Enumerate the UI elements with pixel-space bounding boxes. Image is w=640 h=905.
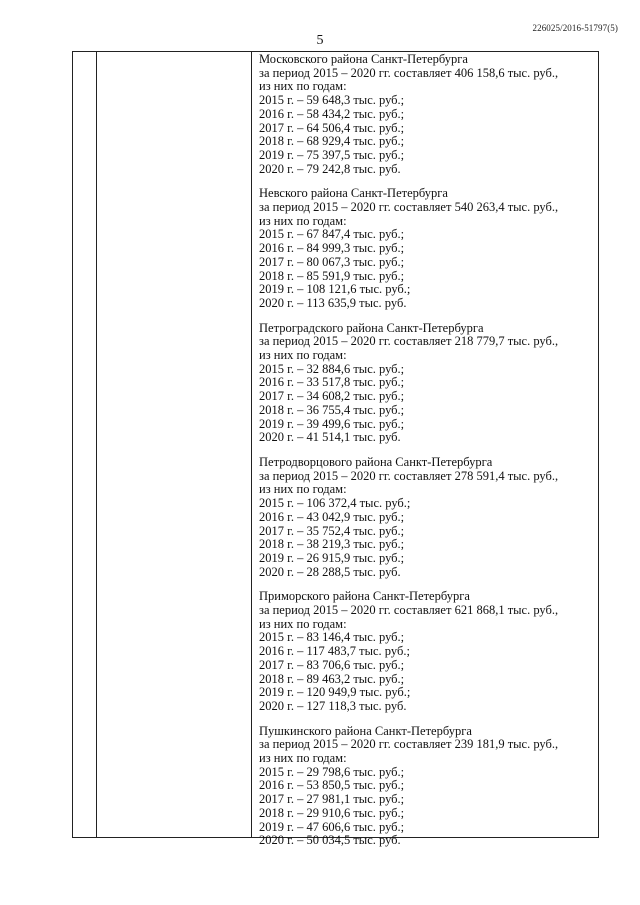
year-line: 2016 г. – 58 434,2 тыс. руб.; xyxy=(259,106,405,121)
year-line: 2015 г. – 67 847,4 тыс. руб.; xyxy=(259,227,405,242)
year-line: 2020 г. – 79 242,8 тыс. руб. xyxy=(259,161,401,176)
year-line: 2016 г. – 53 850,5 тыс. руб.; xyxy=(259,778,405,793)
year-line: 2016 г. – 43 042,9 тыс. руб.; xyxy=(259,509,405,524)
years-subheading: из них по годам: xyxy=(259,751,347,766)
year-line: 2015 г. – 83 146,4 тыс. руб.; xyxy=(259,630,405,645)
year-line: 2016 г. – 33 517,8 тыс. руб.; xyxy=(259,375,405,390)
year-line: 2015 г. – 106 372,4 тыс. руб.; xyxy=(259,496,411,511)
year-line: 2019 г. – 120 949,9 тыс. руб.; xyxy=(259,685,411,700)
year-line: 2018 г. – 29 910,6 тыс. руб.; xyxy=(259,805,405,820)
year-line: 2019 г. – 39 499,6 тыс. руб.; xyxy=(259,416,405,431)
year-line: 2020 г. – 50 034,5 тыс. руб. xyxy=(259,833,401,848)
years-subheading: из них по годам: xyxy=(259,348,347,363)
year-line: 2020 г. – 28 288,5 тыс. руб. xyxy=(259,564,401,579)
district-block-moskovsky xyxy=(259,53,590,176)
years-subheading: из них по годам: xyxy=(259,79,347,94)
years-subheading: из них по годам: xyxy=(259,482,347,497)
district-total: за период 2015 – 2020 гг. составляет 406 158,6 тыс. руб., xyxy=(259,65,559,80)
district-block-primorsky xyxy=(259,590,590,713)
year-line: 2015 г. – 59 648,3 тыс. руб.; xyxy=(259,93,405,108)
column-divider-1 xyxy=(96,51,97,837)
year-line: 2016 г. – 84 999,3 тыс. руб.; xyxy=(259,241,405,256)
document-table xyxy=(72,51,599,848)
district-block-pushkinsky xyxy=(259,725,590,848)
year-line: 2017 г. – 80 067,3 тыс. руб.; xyxy=(259,254,405,269)
year-line: 2020 г. – 127 118,3 тыс. руб. xyxy=(259,698,407,713)
year-line: 2019 г. – 47 606,6 тыс. руб.; xyxy=(259,819,405,834)
table-content-cell xyxy=(259,53,590,859)
year-line: 2019 г. – 108 121,6 тыс. руб.; xyxy=(259,282,411,297)
district-total: за период 2015 – 2020 гг. составляет 278 591,4 тыс. руб., xyxy=(259,468,559,483)
year-line: 2018 г. – 89 463,2 тыс. руб.; xyxy=(259,671,405,686)
year-line: 2019 г. – 26 915,9 тыс. руб.; xyxy=(259,550,405,565)
district-block-nevsky xyxy=(259,187,590,310)
year-line: 2016 г. – 117 483,7 тыс. руб.; xyxy=(259,644,410,659)
district-total: за период 2015 – 2020 гг. составляет 540 263,4 тыс. руб., xyxy=(259,200,559,215)
year-line: 2015 г. – 32 884,6 тыс. руб.; xyxy=(259,361,405,376)
district-name: Пушкинского района Санкт-Петербурга xyxy=(259,723,472,738)
district-total: за период 2015 – 2020 гг. составляет 239 181,9 тыс. руб., xyxy=(259,737,559,752)
district-name: Приморского района Санкт-Петербурга xyxy=(259,589,470,604)
year-line: 2019 г. – 75 397,5 тыс. руб.; xyxy=(259,147,405,162)
year-line: 2020 г. – 113 635,9 тыс. руб. xyxy=(259,295,407,310)
year-line: 2018 г. – 38 219,3 тыс. руб.; xyxy=(259,537,405,552)
district-name: Петродворцового района Санкт-Петербурга xyxy=(259,454,493,469)
years-subheading: из них по годам: xyxy=(259,213,347,228)
column-divider-2 xyxy=(251,51,252,837)
years-subheading: из них по годам: xyxy=(259,616,347,631)
district-total: за период 2015 – 2020 гг. составляет 218 779,7 тыс. руб., xyxy=(259,334,559,349)
district-block-petrodvortsovy xyxy=(259,456,590,579)
year-line: 2017 г. – 64 506,4 тыс. руб.; xyxy=(259,120,405,135)
district-name: Московского района Санкт-Петербурга xyxy=(259,52,468,66)
year-line: 2017 г. – 35 752,4 тыс. руб.; xyxy=(259,523,405,538)
district-name: Невского района Санкт-Петербурга xyxy=(259,186,448,201)
page-number: 5 xyxy=(316,33,324,48)
year-line: 2018 г. – 85 591,9 тыс. руб.; xyxy=(259,268,405,283)
year-line: 2017 г. – 27 981,1 тыс. руб.; xyxy=(259,792,405,807)
year-line: 2017 г. – 83 706,6 тыс. руб.; xyxy=(259,657,405,672)
document-id: 226025/2016-51797(5) xyxy=(532,23,618,33)
district-name: Петроградского района Санкт-Петербурга xyxy=(259,320,484,335)
year-line: 2015 г. – 29 798,6 тыс. руб.; xyxy=(259,764,405,779)
year-line: 2018 г. – 36 755,4 тыс. руб.; xyxy=(259,402,405,417)
district-block-petrogradsky xyxy=(259,322,590,445)
year-line: 2017 г. – 34 608,2 тыс. руб.; xyxy=(259,389,405,404)
district-total: за период 2015 – 2020 гг. составляет 621 868,1 тыс. руб., xyxy=(259,603,559,618)
year-line: 2018 г. – 68 929,4 тыс. руб.; xyxy=(259,134,405,149)
year-line: 2020 г. – 41 514,1 тыс. руб. xyxy=(259,430,401,445)
